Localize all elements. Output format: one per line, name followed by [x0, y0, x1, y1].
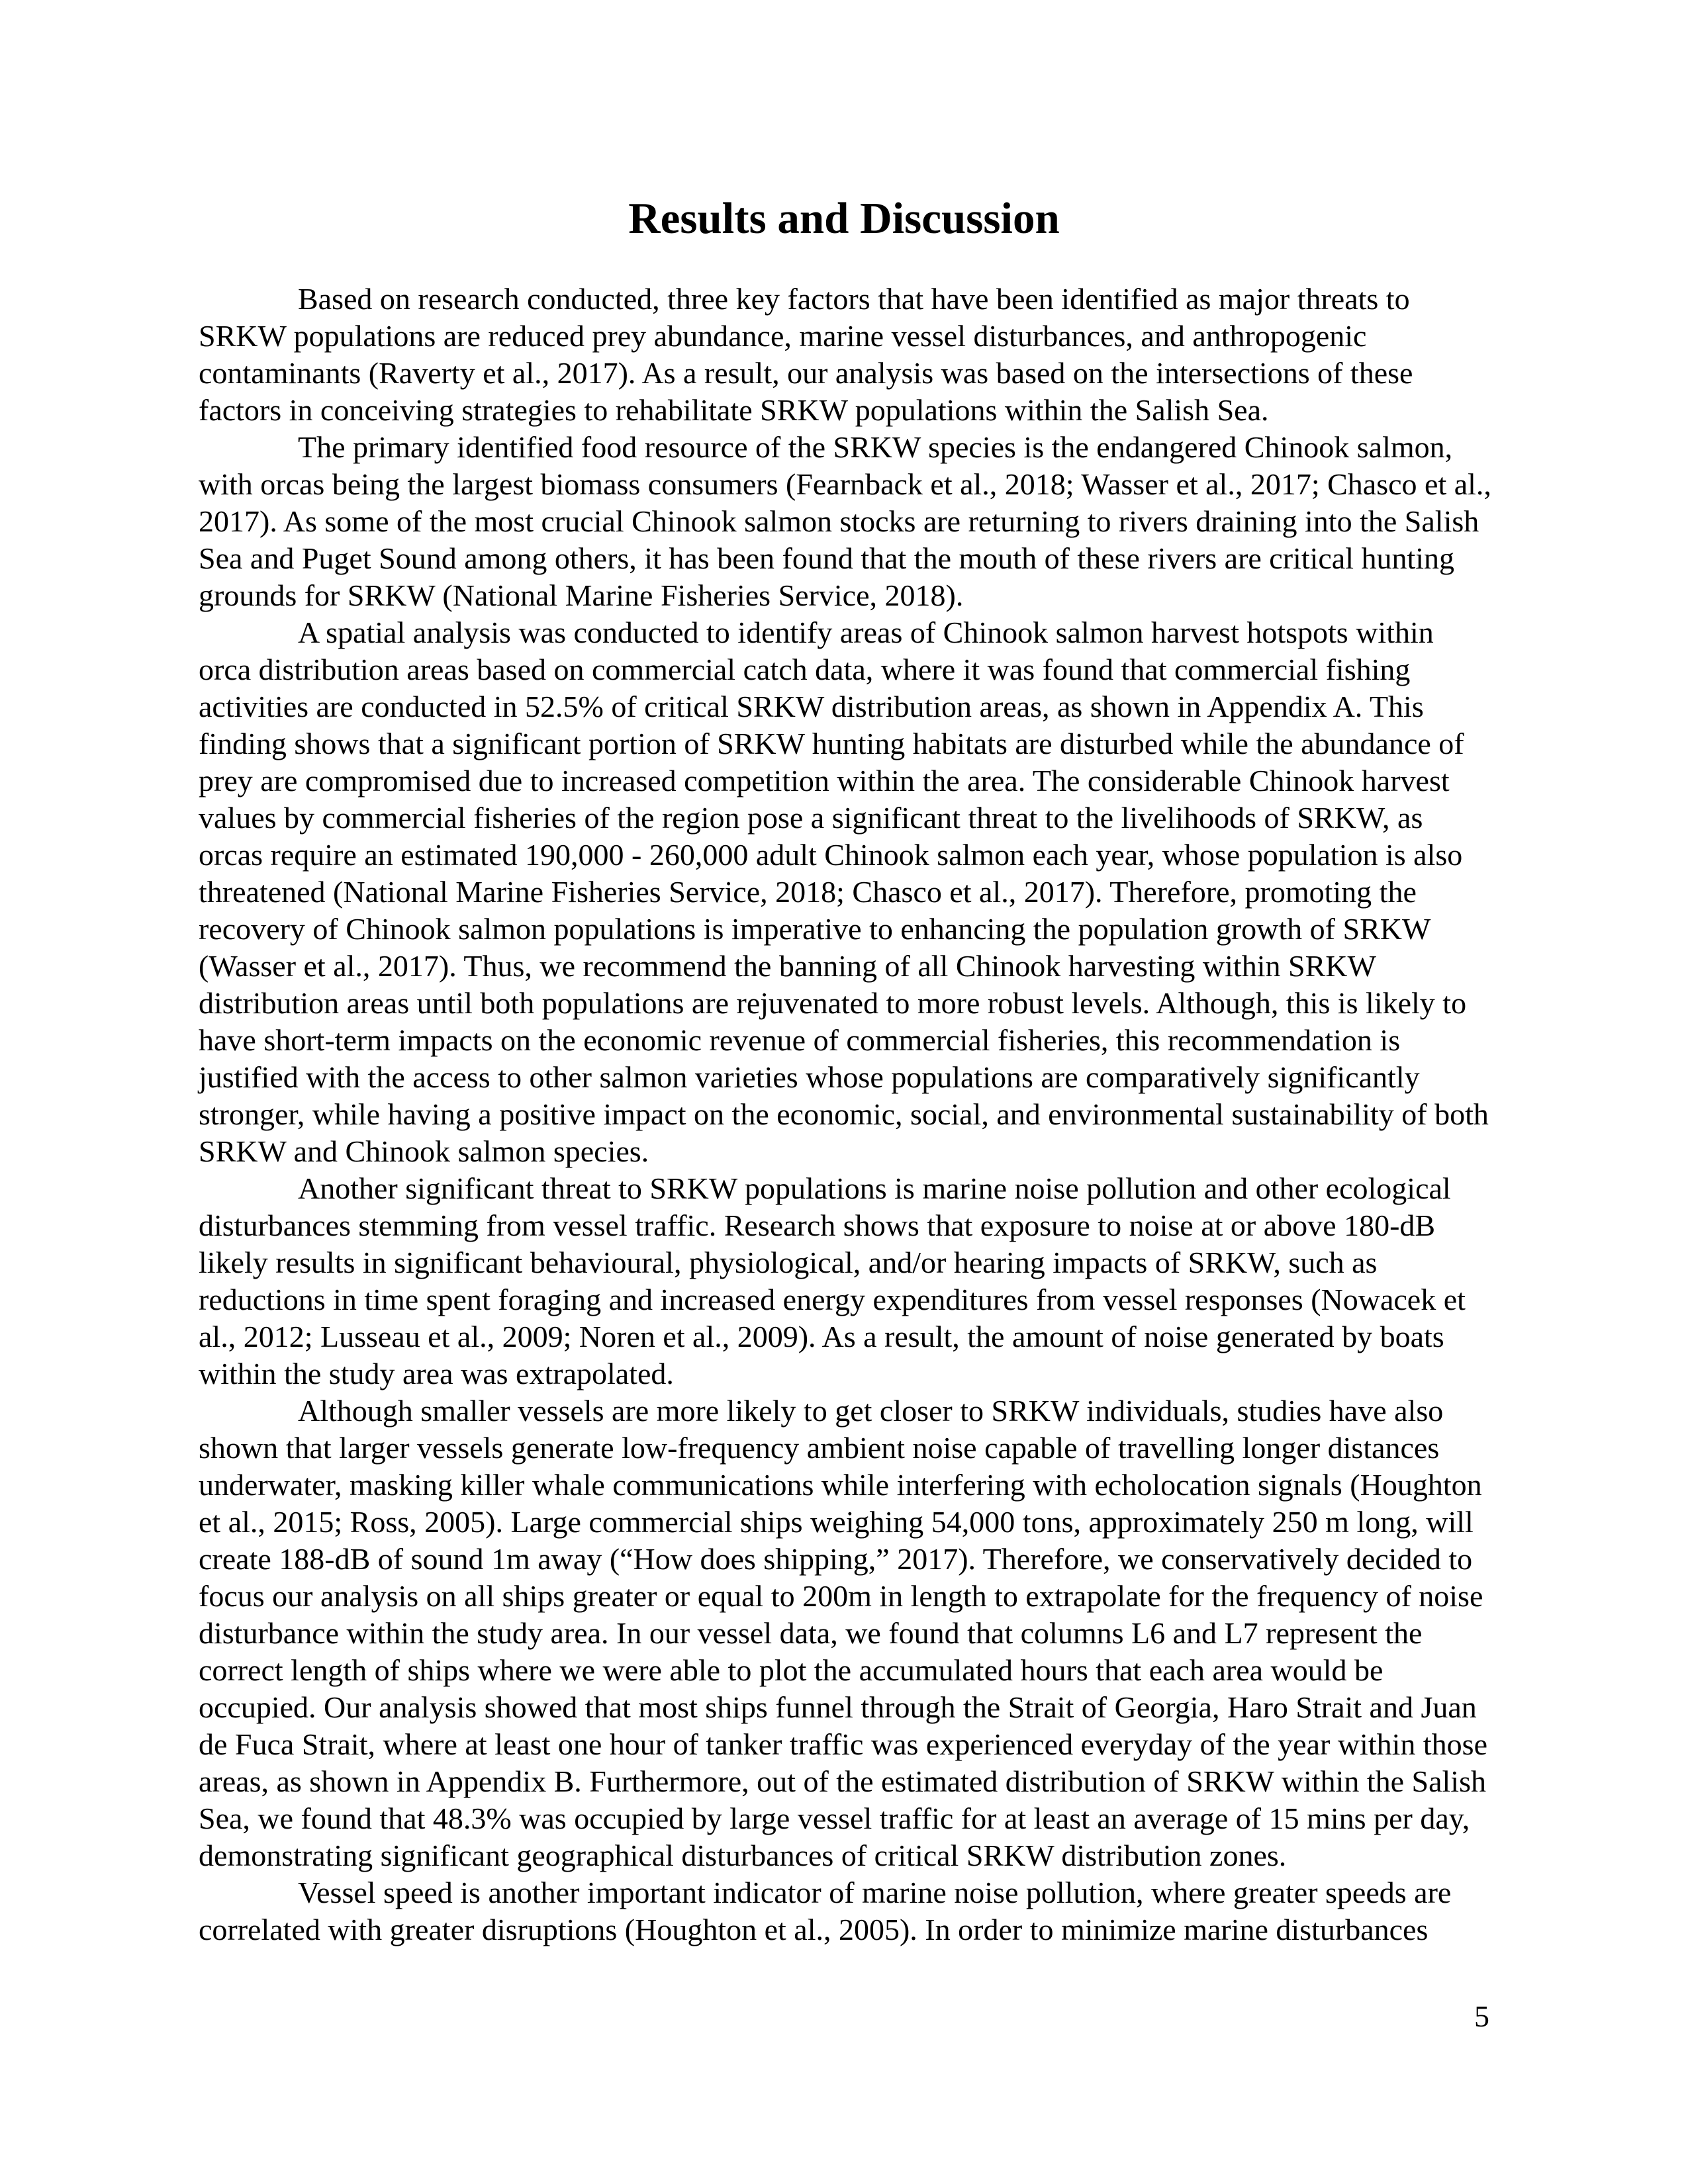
paragraph	[199, 1874, 1489, 1948]
body-line: Another significant threat to SRKW populations is marine noise pollution and other ecological	[298, 1171, 1451, 1205]
section-title: Results and Discussion	[628, 194, 1060, 243]
body-line: threatened (National Marine Fisheries Service, 2018; Chasco et al., 2017). Therefore, promoting the	[199, 875, 1417, 909]
body-line: stronger, while having a positive impact on the economic, social, and environmental sustainability of both	[199, 1097, 1489, 1131]
body-line: (Wasser et al., 2017). Thus, we recommend the banning of all Chinook harvesting within SRKW	[199, 949, 1376, 983]
body-line: demonstrating significant geographical disturbances of critical SRKW distribution zones.	[199, 1839, 1287, 1872]
body-line: 2017). As some of the most crucial Chinook salmon stocks are returning to rivers draining into the Salish	[199, 504, 1479, 538]
body-line: The primary identified food resource of the SRKW species is the endangered Chinook salmon,	[298, 430, 1453, 464]
body-line: disturbances stemming from vessel traffic. Research shows that exposure to noise at or above 180-dB	[199, 1208, 1436, 1242]
body-line: focus our analysis on all ships greater or equal to 200m in length to extrapolate for the frequency of noise	[199, 1579, 1483, 1613]
body-line: orca distribution areas based on commercial catch data, where it was found that commercial fishing	[199, 653, 1411, 686]
body-line: Based on research conducted, three key factors that have been identified as major threats to	[298, 282, 1410, 316]
body-line: activities are conducted in 52.5% of critical SRKW distribution areas, as shown in Appendix A. This	[199, 690, 1424, 723]
body-line: occupied. Our analysis showed that most ships funnel through the Strait of Georgia, Haro Strait and Juan	[199, 1690, 1477, 1724]
paragraph	[199, 1392, 1489, 1874]
body-line: de Fuca Strait, where at least one hour of tanker traffic was experienced everyday of the year within those	[199, 1727, 1487, 1761]
body-line: Vessel speed is another important indicator of marine noise pollution, where greater speeds are	[298, 1876, 1452, 1909]
body-line: within the study area was extrapolated.	[199, 1357, 674, 1390]
body-line: prey are compromised due to increased competition within the area. The considerable Chinook harvest	[199, 764, 1450, 797]
body-line: finding shows that a significant portion of SRKW hunting habitats are disturbed while the abundance of	[199, 727, 1464, 760]
body-line: factors in conceiving strategies to rehabilitate SRKW populations within the Salish Sea.	[199, 393, 1269, 427]
body-line: Sea and Puget Sound among others, it has been found that the mouth of these rivers are critical hunting	[199, 541, 1455, 575]
body-line: underwater, masking killer whale communications while interfering with echolocation signals (Houghton	[199, 1468, 1482, 1502]
body-line: SRKW populations are reduced prey abundance, marine vessel disturbances, and anthropogenic	[199, 319, 1367, 353]
body-line: Sea, we found that 48.3% was occupied by large vessel traffic for at least an average of 15 mins per day,	[199, 1801, 1470, 1835]
body-line: grounds for SRKW (National Marine Fisheries Service, 2018).	[199, 578, 964, 612]
body-line: correlated with greater disruptions (Houghton et al., 2005). In order to minimize marine disturbances	[199, 1913, 1429, 1946]
body-line: et al., 2015; Ross, 2005). Large commercial ships weighing 54,000 tons, approximately 250 m long, will	[199, 1505, 1474, 1539]
body-line: recovery of Chinook salmon populations is imperative to enhancing the population growth of SRKW	[199, 912, 1431, 946]
paragraph	[199, 429, 1489, 614]
body-line: orcas require an estimated 190,000 - 260,000 adult Chinook salmon each year, whose population is also	[199, 838, 1463, 872]
paragraph	[199, 614, 1489, 1170]
body-line: correct length of ships where we were able to plot the accumulated hours that each area would be	[199, 1653, 1383, 1687]
paragraph	[199, 1170, 1489, 1392]
page-number: 5	[1474, 1999, 1489, 2033]
body-line: values by commercial fisheries of the region pose a significant threat to the livelihoods of SRKW, as	[199, 801, 1423, 835]
body-line: contaminants (Raverty et al., 2017). As a result, our analysis was based on the intersections of these	[199, 356, 1413, 390]
body-line: A spatial analysis was conducted to identify areas of Chinook salmon harvest hotspots within	[298, 615, 1434, 649]
body-line: Although smaller vessels are more likely to get closer to SRKW individuals, studies have also	[298, 1394, 1444, 1428]
body-line: SRKW and Chinook salmon species.	[199, 1134, 649, 1168]
body-line: have short-term impacts on the economic revenue of commercial fisheries, this recommendation is	[199, 1023, 1401, 1057]
body-line: likely results in significant behavioural, physiological, and/or hearing impacts of SRKW, such as	[199, 1246, 1378, 1279]
body-line: with orcas being the largest biomass consumers (Fearnback et al., 2018; Wasser et al., 2017; Chasco et al.,	[199, 467, 1491, 501]
body-line: al., 2012; Lusseau et al., 2009; Noren et al., 2009). As a result, the amount of noise generated by boats	[199, 1320, 1444, 1353]
paragraph	[199, 281, 1489, 429]
body-line: reductions in time spent foraging and increased energy expenditures from vessel responses (Nowacek et	[199, 1283, 1466, 1316]
body-text	[199, 281, 1489, 1948]
body-line: shown that larger vessels generate low-frequency ambient noise capable of travelling longer distances	[199, 1431, 1440, 1465]
body-line: disturbance within the study area. In our vessel data, we found that columns L6 and L7 represent the	[199, 1616, 1423, 1650]
body-line: distribution areas until both populations are rejuvenated to more robust levels. Although, this is likely to	[199, 986, 1467, 1020]
body-line: areas, as shown in Appendix B. Furthermore, out of the estimated distribution of SRKW within the Salish	[199, 1764, 1486, 1798]
body-line: justified with the access to other salmon varieties whose populations are comparatively significantly	[199, 1060, 1420, 1094]
body-line: create 188-dB of sound 1m away (“How does shipping,” 2017). Therefore, we conservatively decided to	[199, 1542, 1473, 1576]
